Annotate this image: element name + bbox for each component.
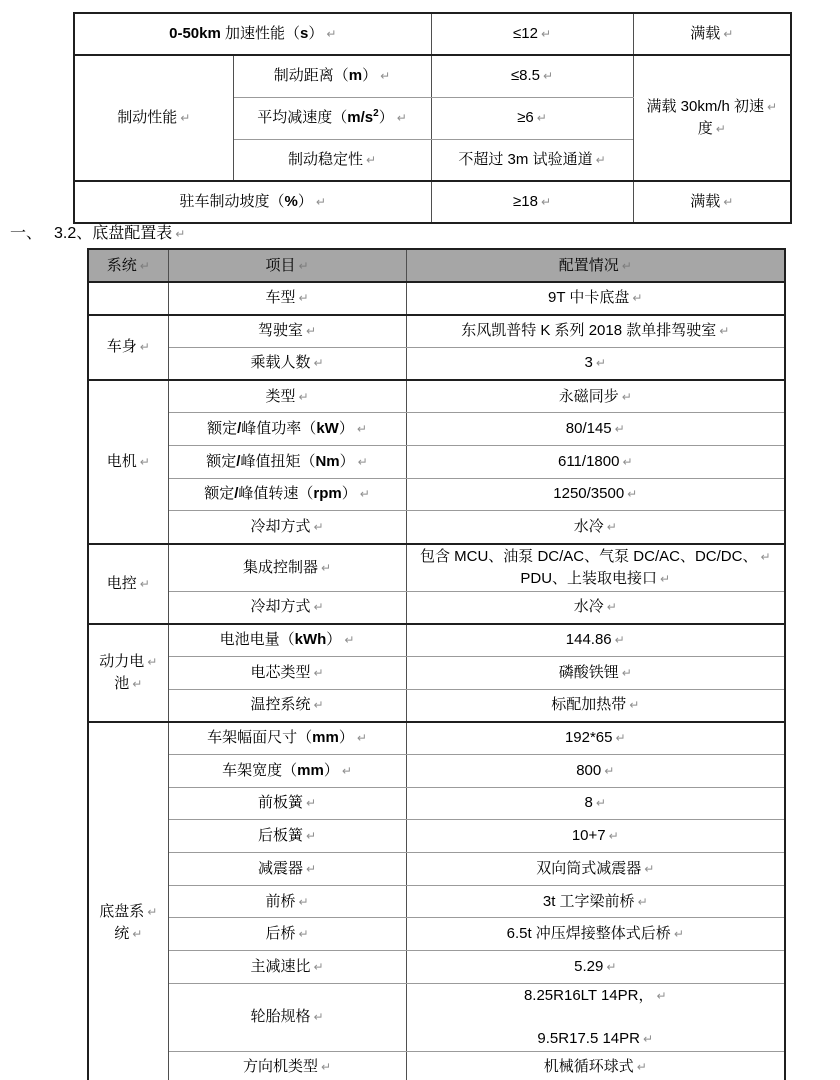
header-config-cell: [406, 249, 785, 282]
value-text: 611/1800: [557, 452, 620, 470]
paragraph-mark-icon: ↵: [139, 576, 150, 591]
group-battery-label: 池: [114, 674, 130, 692]
paragraph-mark-icon: ↵: [298, 389, 309, 404]
item-cell: [168, 315, 406, 348]
header-system: 系统: [106, 256, 137, 274]
value-cell: [406, 951, 785, 984]
parking-condition: 满载: [690, 193, 721, 210]
paragraph-mark-icon: ↵: [313, 1010, 324, 1025]
paragraph-mark-icon: ↵: [359, 487, 370, 502]
value-text: 80/145: [565, 420, 612, 438]
value-cell: [406, 885, 785, 918]
paragraph-mark-icon: ↵: [147, 654, 158, 669]
paragraph-mark-icon: ↵: [595, 796, 606, 811]
brake-stability-label-cell: [233, 139, 431, 181]
table-row-tires: [88, 983, 785, 1051]
item-label: 方向机类型: [242, 1058, 318, 1076]
item-cell: [168, 722, 406, 755]
paragraph-mark-icon: ↵: [356, 422, 367, 437]
item-cell: [168, 885, 406, 918]
value-text: 水冷: [573, 598, 604, 616]
item-cell: [168, 544, 406, 592]
accel-value-cell: [431, 13, 633, 55]
paragraph-mark-icon: ↵: [298, 291, 309, 306]
item-label: 冷却方式: [250, 598, 311, 616]
item-label: 主减速比: [250, 957, 311, 975]
table-row-rpm: [88, 478, 785, 511]
item-cell: [168, 478, 406, 511]
accel-condition-cell: [633, 13, 791, 55]
brake-distance-value-cell: [431, 55, 633, 97]
value-cell: [406, 983, 785, 1051]
item-cell: [168, 656, 406, 689]
item-cell: [168, 754, 406, 787]
header-config: 配置情况: [558, 256, 619, 274]
value-cell: [406, 445, 785, 478]
header-item-cell: [168, 249, 406, 282]
paragraph-mark-icon: ↵: [313, 665, 324, 680]
group-chassis-label: 底盘系: [99, 902, 145, 920]
table-row-torque: [88, 445, 785, 478]
group-motor-cell: [88, 380, 168, 543]
braking-condition-line: [640, 96, 785, 118]
paragraph-mark-icon: ↵: [715, 122, 726, 136]
value-text: 1250/3500: [553, 485, 625, 503]
value-cell: [406, 347, 785, 380]
paragraph-mark-icon: ↵: [357, 454, 368, 469]
paragraph-mark-icon: ↵: [320, 1060, 332, 1075]
item-cell: [168, 820, 406, 853]
item-label: 车架宽度（mm）: [222, 761, 339, 779]
value-cell: [406, 413, 785, 446]
table-row-cab: [88, 315, 785, 348]
value-text: 9T 中卡底盘: [548, 289, 630, 307]
value-text: 10+7: [571, 827, 606, 845]
decel-label-cell: [233, 97, 431, 139]
value-line: [413, 985, 779, 1007]
paragraph-mark-icon: ↵: [627, 487, 638, 502]
paragraph-mark-icon: ↵: [380, 69, 391, 84]
paragraph-mark-icon: ↵: [298, 927, 309, 942]
value-text: 3: [584, 354, 593, 372]
value-text: 机械循环球式: [543, 1058, 634, 1076]
item-label: 类型: [265, 387, 296, 405]
paragraph-mark-icon: ↵: [621, 665, 632, 680]
paragraph-mark-icon: ↵: [540, 195, 551, 209]
value-text: 6.5t 冲压焊接整体式后桥: [506, 925, 671, 943]
table-row-front-spring: [88, 787, 785, 820]
value-text: 双向筒式减震器: [536, 859, 642, 877]
group-motor-label: 电机: [106, 452, 137, 470]
table-row-frame-width: [88, 754, 785, 787]
value-text: 标配加热带: [551, 696, 627, 714]
value-text: 包含 MCU、油泵 DC/AC、气泵 DC/AC、DC/DC、: [419, 547, 758, 565]
table-row-steering: [88, 1051, 785, 1080]
value-line: [413, 546, 779, 568]
value-cell: [406, 656, 785, 689]
paragraph-mark-icon: ↵: [540, 27, 551, 41]
paragraph-mark-icon: ↵: [305, 324, 317, 339]
item-cell: [168, 347, 406, 380]
paragraph-mark-icon: ↵: [313, 959, 324, 974]
value-text: 800: [576, 761, 602, 779]
group-battery-line: [95, 673, 162, 695]
item-cell: [168, 413, 406, 446]
item-label: 乘载人数: [250, 354, 311, 372]
item-label: 电池电量（kWh）: [219, 631, 342, 649]
value-text: 水冷: [573, 517, 604, 535]
accel-label-cell: [74, 13, 431, 55]
item-label: 驾驶室: [257, 322, 303, 340]
paragraph-mark-icon: ↵: [305, 861, 317, 876]
item-label: 车架幅面尺寸（mm）: [207, 729, 354, 747]
group-body-label: 车身: [106, 338, 137, 356]
table-row-final-ratio: [88, 951, 785, 984]
group-chassis-line: [95, 901, 162, 923]
paragraph-mark-icon: ↵: [139, 340, 150, 355]
paragraph-mark-icon: ↵: [139, 454, 150, 469]
value-text: 8: [584, 794, 593, 812]
value-line: [413, 568, 779, 590]
paragraph-mark-icon: ↵: [643, 1031, 654, 1046]
item-label: 车型: [265, 289, 296, 307]
value-text: 144.86: [565, 631, 612, 649]
value-cell: [406, 315, 785, 348]
value-cell: [406, 380, 785, 413]
item-cell: [168, 511, 406, 544]
value-cell: [406, 511, 785, 544]
table-row-control-cooling: [88, 591, 785, 624]
item-label: 轮胎规格: [250, 1008, 311, 1026]
table-row-cell-type: [88, 656, 785, 689]
config-header-row: [88, 249, 785, 282]
brake-stability-value: 不超过 3m 试验通道: [458, 150, 593, 168]
decel-label: 平均减速度$(m/s^2)$: [257, 108, 394, 126]
header-system-cell: [88, 249, 168, 282]
parking-label-cell: [74, 181, 431, 223]
paragraph-mark-icon: ↵: [132, 676, 143, 691]
paragraph-mark-icon: ↵: [656, 988, 667, 1003]
brake-distance-value: ≤8.5: [510, 67, 541, 85]
paragraph-mark-icon: ↵: [320, 560, 332, 575]
config-table-container: [87, 248, 789, 1080]
braking-condition-line: [640, 118, 785, 140]
paragraph-mark-icon: ↵: [147, 904, 158, 919]
paragraph-mark-icon: ↵: [315, 195, 326, 209]
value-cell: [406, 754, 785, 787]
value-text: 192*65: [564, 729, 613, 747]
paragraph-mark-icon: ↵: [139, 258, 150, 273]
parking-brake-row: [74, 181, 791, 223]
parking-value: ≥18: [513, 193, 538, 210]
paragraph-mark-icon: ↵: [622, 454, 633, 469]
paragraph-mark-icon: ↵: [180, 111, 191, 125]
paragraph-mark-icon: ↵: [629, 698, 640, 713]
brake-stability-label: 制动稳定性: [287, 150, 363, 168]
paragraph-mark-icon: ↵: [305, 829, 317, 844]
paragraph-mark-icon: ↵: [313, 698, 324, 713]
item-label: 前桥: [265, 892, 296, 910]
value-cell: [406, 918, 785, 951]
paragraph-mark-icon: ↵: [604, 763, 615, 778]
system-empty-cell: [88, 282, 168, 315]
group-battery-line: [95, 651, 162, 673]
value-cell: [406, 478, 785, 511]
item-label: 集成控制器: [242, 558, 318, 576]
accel-performance-row: [74, 13, 791, 55]
table-row-controller: [88, 544, 785, 592]
item-cell: [168, 983, 406, 1051]
decel-value: ≥6: [517, 109, 534, 126]
value-cell: [406, 282, 785, 315]
item-label: 额定/峰值转速（rpm）: [204, 485, 357, 503]
paragraph-mark-icon: ↵: [614, 633, 625, 648]
chassis-config-table: [87, 248, 786, 1080]
paragraph-mark-icon: ↵: [396, 111, 407, 125]
group-chassis-line: [95, 923, 162, 945]
table-row-model: [88, 282, 785, 315]
value-cell: [406, 787, 785, 820]
item-cell: [168, 445, 406, 478]
paragraph-mark-icon: ↵: [767, 100, 778, 114]
paragraph-mark-icon: ↵: [365, 152, 377, 167]
table-row-rear-spring: [88, 820, 785, 853]
paragraph-mark-icon: ↵: [132, 926, 143, 941]
parking-value-cell: [431, 181, 633, 223]
table-row-passengers: [88, 347, 785, 380]
table-row-damper: [88, 853, 785, 886]
paragraph-mark-icon: ↵: [673, 927, 684, 942]
value-text: 5.29: [574, 957, 604, 975]
paragraph-mark-icon: ↵: [636, 1060, 647, 1075]
value-cell: [406, 591, 785, 624]
paragraph-mark-icon: ↵: [305, 796, 317, 811]
brake-distance-row: [74, 55, 791, 97]
paragraph-mark-icon: ↵: [344, 633, 355, 648]
paragraph-mark-icon: ↵: [175, 227, 186, 241]
paragraph-mark-icon: ↵: [723, 27, 734, 41]
item-cell: [168, 918, 406, 951]
value-text: 磷酸铁锂: [558, 663, 619, 681]
value-text: 9.5R17.5 14PR: [537, 1029, 640, 1047]
header-item: 项目: [265, 256, 296, 274]
value-cell: [406, 624, 785, 657]
braking-condition-text: 度: [697, 120, 713, 137]
item-label: 后板簧: [257, 827, 303, 845]
table-row-battery-capacity: [88, 624, 785, 657]
table-row-thermal: [88, 689, 785, 722]
value-text: 东风凯普特 K 系列 2018 款单排驾驶室: [461, 322, 717, 340]
item-label: 减震器: [257, 859, 303, 877]
item-label: 温控系统: [250, 696, 311, 714]
value-text: 8.25R16LT 14PR，: [523, 986, 654, 1004]
paragraph-mark-icon: ↵: [606, 600, 617, 615]
paragraph-mark-icon: ↵: [341, 763, 352, 778]
accel-label: 0-50km 加速性能（s）: [169, 25, 324, 42]
item-label: 额定/峰值功率（kW）: [207, 420, 354, 438]
item-cell: [168, 787, 406, 820]
item-label: 额定/峰值扭矩（Nm）: [206, 452, 355, 470]
section-heading: [10, 222, 185, 246]
group-control-cell: [88, 544, 168, 624]
group-chassis-cell: [88, 722, 168, 1080]
paragraph-mark-icon: ↵: [660, 571, 671, 586]
value-text: PDU、上装取电接口: [520, 569, 658, 587]
paragraph-mark-icon: ↵: [313, 519, 324, 534]
performance-table: [73, 12, 792, 224]
paragraph-mark-icon: ↵: [632, 291, 643, 306]
paragraph-mark-icon: ↵: [543, 69, 554, 84]
paragraph-mark-icon: ↵: [719, 324, 730, 339]
paragraph-mark-icon: ↵: [606, 519, 617, 534]
value-cell: [406, 1051, 785, 1080]
heading-list-marker: 一、: [10, 225, 43, 242]
brake-distance-label-cell: [233, 55, 431, 97]
heading-text: 3.2、底盘配置表: [54, 225, 173, 242]
braking-condition-cell: [633, 55, 791, 181]
table-row-front-axle: [88, 885, 785, 918]
brake-stability-value-cell: [431, 139, 633, 181]
paragraph-mark-icon: ↵: [637, 894, 648, 909]
table-row-motor-cooling: [88, 511, 785, 544]
paragraph-mark-icon: ↵: [313, 356, 324, 371]
paragraph-mark-icon: ↵: [621, 389, 632, 404]
value-text: 永磁同步: [558, 387, 619, 405]
table-row-rear-axle: [88, 918, 785, 951]
value-text: 3t 工字梁前桥: [542, 892, 635, 910]
paragraph-mark-icon: ↵: [614, 422, 625, 437]
group-chassis-label: 统: [114, 924, 130, 942]
accel-condition: 满载: [690, 25, 721, 42]
paragraph-mark-icon: ↵: [298, 894, 309, 909]
value-cell: [406, 689, 785, 722]
paragraph-mark-icon: ↵: [298, 258, 309, 273]
value-cell: [406, 820, 785, 853]
paragraph-mark-icon: ↵: [760, 549, 771, 564]
value-cell: [406, 853, 785, 886]
paragraph-mark-icon: ↵: [606, 959, 617, 974]
parking-label: 驻车制动坡度（%）: [179, 193, 313, 210]
item-cell: [168, 951, 406, 984]
braking-condition-text: 满载 30km/h 初速: [646, 98, 764, 115]
item-cell: [168, 282, 406, 315]
value-line: [413, 1028, 779, 1050]
group-battery-label: 动力电: [99, 652, 145, 670]
paragraph-mark-icon: ↵: [313, 600, 324, 615]
item-cell: [168, 591, 406, 624]
table-row-power: [88, 413, 785, 446]
item-label: 冷却方式: [250, 517, 311, 535]
paragraph-mark-icon: ↵: [356, 731, 367, 746]
table-row-motor-type: [88, 380, 785, 413]
item-cell: [168, 1051, 406, 1080]
group-battery-cell: [88, 624, 168, 722]
paragraph-mark-icon: ↵: [595, 152, 606, 167]
value-cell: [406, 544, 785, 592]
paragraph-mark-icon: ↵: [595, 356, 606, 371]
brake-distance-label: 制动距离（m）: [273, 67, 378, 85]
item-label: 后桥: [265, 925, 296, 943]
accel-value: ≤12: [513, 25, 538, 42]
item-label: 电芯类型: [250, 663, 311, 681]
braking-group-cell: [74, 55, 233, 181]
item-label: 前板簧: [257, 794, 303, 812]
parking-condition-cell: [633, 181, 791, 223]
table-row-frame-section: [88, 722, 785, 755]
item-cell: [168, 624, 406, 657]
paragraph-mark-icon: ↵: [644, 861, 655, 876]
item-cell: [168, 689, 406, 722]
braking-group-label: 制动性能: [117, 109, 178, 126]
paragraph-mark-icon: ↵: [536, 111, 547, 125]
paragraph-mark-icon: ↵: [608, 829, 619, 844]
value-cell: [406, 722, 785, 755]
item-cell: [168, 853, 406, 886]
paragraph-mark-icon: ↵: [615, 731, 626, 746]
decel-value-cell: [431, 97, 633, 139]
paragraph-mark-icon: ↵: [621, 258, 632, 273]
item-cell: [168, 380, 406, 413]
paragraph-mark-icon: ↵: [723, 195, 734, 209]
group-body-cell: [88, 315, 168, 380]
paragraph-mark-icon: ↵: [326, 27, 337, 41]
group-control-label: 电控: [106, 574, 137, 592]
